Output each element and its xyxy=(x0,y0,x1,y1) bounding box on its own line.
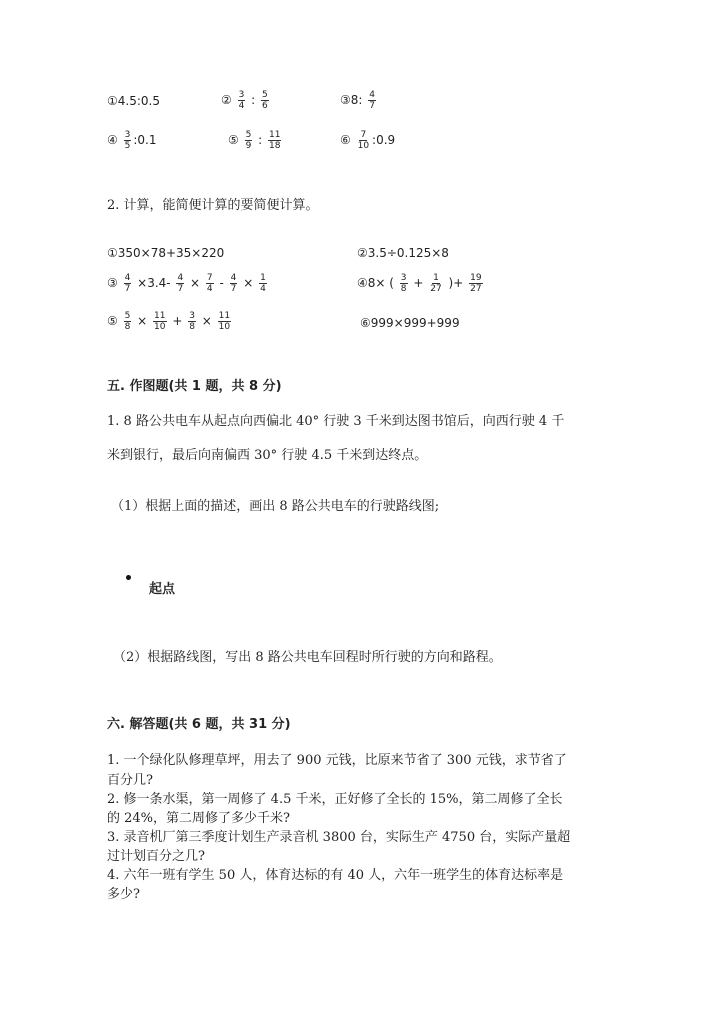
fraction: $\frac{1}{27}$ xyxy=(430,273,442,294)
item-index: ⑥ xyxy=(340,133,351,147)
fraction: $\frac{1}{4}$ xyxy=(260,273,266,294)
item-index: ⑤ xyxy=(228,133,239,147)
fraction: $\frac{7}{4}$ xyxy=(206,273,213,294)
ratio-text: :0.9 xyxy=(372,133,396,147)
operator-text: × xyxy=(137,314,148,328)
calc-expr-6: ⑥999×999+999 xyxy=(360,316,460,330)
question-text: 1. 8 路公共电车从起点向西偏北 40° 行驶 3 千米到达图书馆后，向西行驶 4 千 xyxy=(107,414,565,429)
section-5-heading: 五. 作图题(共 1 题，共 8 分) xyxy=(107,379,282,394)
problem-line: 多少? xyxy=(107,887,140,902)
operator-text: )+ xyxy=(448,276,464,290)
problem-line: 的 24%，第二周修了多少千米? xyxy=(107,811,290,826)
ratio-text: 4.5:0.5 xyxy=(117,94,160,108)
fraction: $\frac{4}{7}$ xyxy=(177,273,184,294)
fraction: $\frac{5}{6}$ xyxy=(262,90,268,111)
calc-expr-2: ②3.5÷0.125×8 xyxy=(357,246,449,260)
fraction: $\frac{4}{7}$ xyxy=(124,273,131,294)
fraction: $\frac{3}{8}$ xyxy=(400,273,407,294)
start-point-label: 起点 xyxy=(149,582,176,597)
calc-expr-5 xyxy=(107,311,233,332)
calc-instruction: 2. 计算，能简便计算的要简便计算。 xyxy=(107,198,319,213)
ratio-item-2 xyxy=(221,90,271,111)
ratio-item-4 xyxy=(107,130,156,151)
problem-line: 过计划百分之几? xyxy=(107,849,205,864)
fraction: $\frac{3}{4}$ xyxy=(238,90,245,111)
fraction: $\frac{11}{10}$ xyxy=(154,311,166,332)
ratio-text: :0.1 xyxy=(133,133,157,147)
fraction: $\frac{11}{10}$ xyxy=(218,311,231,332)
calc-expr-1: ①350×78+35×220 xyxy=(107,246,225,260)
ratio-item-3 xyxy=(340,90,378,111)
item-index: ③ xyxy=(107,276,118,290)
fraction: $\frac{19}{27}$ xyxy=(470,273,482,294)
ratio-text: 8: xyxy=(350,93,363,107)
item-index: ⑤ xyxy=(107,314,118,328)
operator-text: × xyxy=(190,276,201,290)
fraction: $\frac{4}{7}$ xyxy=(230,273,237,294)
fraction: $\frac{3}{5}$ xyxy=(124,130,131,151)
problem-line: 百分几? xyxy=(107,773,153,788)
operator-text: × xyxy=(243,276,254,290)
fraction: $\frac{4}{7}$ xyxy=(369,90,376,111)
item-index: ② xyxy=(221,93,232,107)
fraction: $\frac{3}{8}$ xyxy=(189,311,195,332)
operator-text: × xyxy=(201,314,212,328)
question-text: 米到银行，最后向南偏西 30° 行驶 4.5 千米到达终点。 xyxy=(107,448,428,463)
operator-text: ×3.4- xyxy=(137,276,171,290)
fraction: $\frac{5}{9}$ xyxy=(245,130,252,151)
ratio-colon: : xyxy=(258,133,263,147)
ratio-item-6 xyxy=(340,130,395,151)
ratio-item-1 xyxy=(107,94,160,108)
start-point-dot xyxy=(126,575,131,580)
ratio-item-5 xyxy=(228,130,283,151)
operator-text: + xyxy=(172,314,183,328)
problem-line: 1. 一个绿化队修理草坪，用去了 900 元钱，比原来节省了 300 元钱，求节省了 xyxy=(107,753,567,768)
sub-question-1: （1）根据上面的描述，画出 8 路公共电车的行驶路线图; xyxy=(111,499,440,514)
operator-text: ④8× ( xyxy=(357,276,394,290)
problem-line: 2. 修一条水渠，第一周修了 4.5 千米，正好修了全长的 15%，第二周修了全长 xyxy=(107,792,563,807)
calc-expr-3 xyxy=(107,273,269,294)
operator-text: + xyxy=(413,276,424,290)
sub-question-2: （2）根据路线图，写出 8 路公共电车回程时所行驶的方向和路程。 xyxy=(113,650,502,665)
calc-expr-4 xyxy=(357,273,485,294)
operator-text: - xyxy=(219,276,224,290)
fraction: $\frac{7}{10}$ xyxy=(357,130,370,151)
ratio-colon: : xyxy=(251,93,256,107)
problem-line: 4. 六年一班有学生 50 人，体育达标的有 40 人，六年一班学生的体育达标率是 xyxy=(107,868,564,883)
fraction: $\frac{5}{8}$ xyxy=(124,311,131,332)
fraction: $\frac{11}{18}$ xyxy=(269,130,281,151)
item-index: ① xyxy=(107,94,118,108)
problem-line: 3. 录音机厂第三季度计划生产录音机 3800 台，实际生产 4750 台，实际产量超 xyxy=(107,830,571,845)
section-6-heading: 六. 解答题(共 6 题，共 31 分) xyxy=(107,717,291,732)
item-index: ④ xyxy=(107,133,118,147)
item-index: ③ xyxy=(340,93,351,107)
